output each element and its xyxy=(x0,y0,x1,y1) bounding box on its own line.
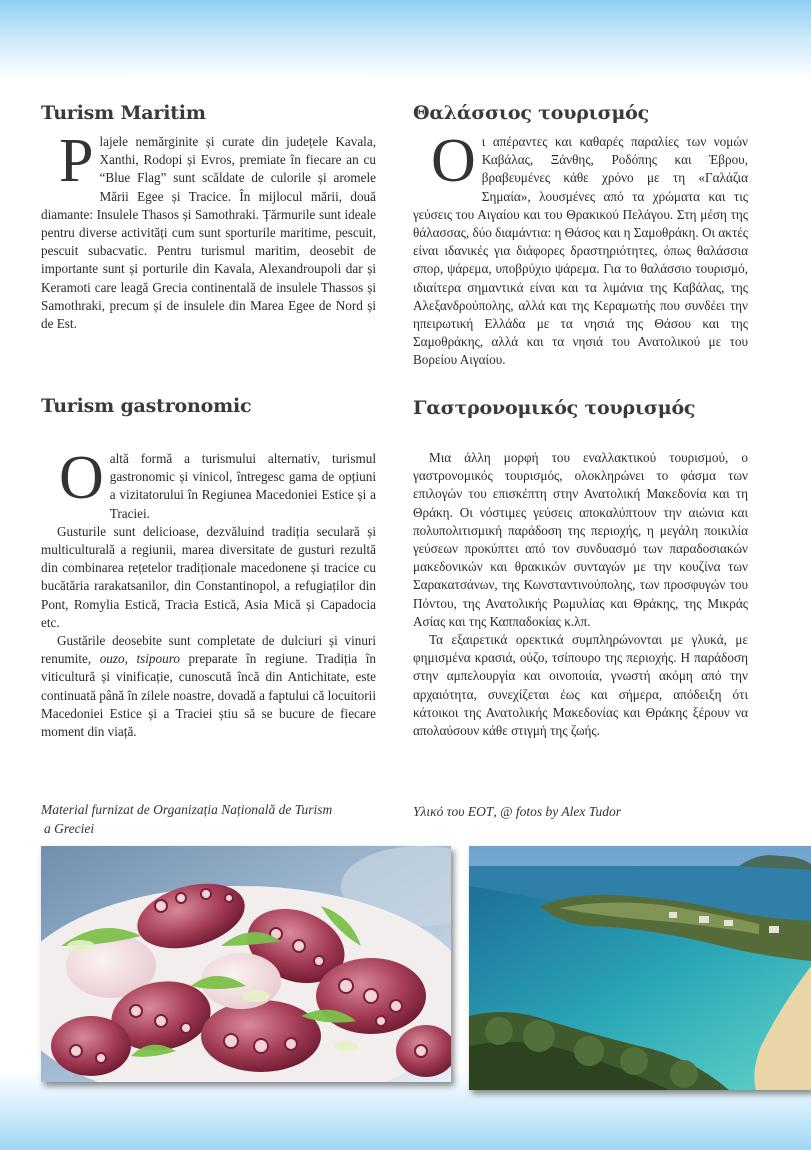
left-gastronomic-body xyxy=(41,444,376,741)
left-caption-line-1: Material furnizat de Organizația Națională de Turism xyxy=(41,802,333,817)
left-gastronomic-dropcap: O xyxy=(59,444,104,512)
left-caption-line-2: a Greciei xyxy=(44,821,95,836)
left-maritime-title: Turism Maritim xyxy=(41,102,206,124)
left-maritime-body xyxy=(41,127,376,333)
octopus-salad-photo xyxy=(41,846,451,1082)
left-section-maritime xyxy=(41,102,376,333)
ouzo-italic: ouzo xyxy=(99,651,125,667)
right-gastronomic-paragraph-2: Τα εξαιρετικά ορεκτικά συμπληρώνονται με γλυκά, με φημισμένα κρασιά, ούζο, τσίπουρο της περιοχής. Η παράδοση στην αμπελουργία και οινοποιία, γνωστή ακόμη από την αρχαιότητα, συνεχίζεται έως και σήμερα, απόδειξη ότι κάτοικοι της Ανατολικής Μακεδονίας και Θράκης ξέρουν να απολαύσουν κάθε στιγμή της ζωής. xyxy=(413,632,748,739)
left-gastronomic-paragraph-1: altă formă a turismului alternativ, turismul gastronomic și vinicol, întregesc gama de opțiuni a vizitatorului în Regiunea Macedoniei Estice și a Traciei. xyxy=(109,451,376,521)
right-maritime-body xyxy=(413,127,748,370)
coastal-bay-photo xyxy=(469,846,811,1090)
octopus-salad-illustration xyxy=(41,846,451,1082)
left-caption xyxy=(41,800,376,838)
coastal-bay-illustration xyxy=(469,846,811,1090)
right-maritime-title: Θαλάσσιος τουρισμός xyxy=(413,102,650,124)
top-gradient-band xyxy=(0,0,811,80)
right-maritime-paragraph: ι απέραντες και καθαρές παραλίες των νομών Καβάλας, Ξάνθης, Ροδόπης και Έβρου, βραβευμένες κάθε χρόνο με τη «Γαλάζια Σημαία», λουσμένες από τα χρώματα και τις γεύσεις του Αιγαίου και του Θρακικού Πελάγου. Στη μέση της θάλασσας, δύο διαμάντια: η Θάσος και η Σαμοθράκη. Οι ακτές είναι ιδανικές για διάφορες δραστηριότητες, όπως θαλάσσια σπορ, ψάρεμα, υποβρύχιο ψάρεμα. Για το θαλάσσιο τουρισμό, ιδιαίτερα σημαντικά είναι και τα λιμάνια της Καβάλας, της Αλεξανδρούπολης, αλλά και της Κεραμωτής που συνδέει την ηπειρωτική Ελλάδα με τα νησιά της Θάσου και της Σαμοθράκης, αλλά και τα νησιά του Ανατολικού με του Βορείου Αιγαίου. xyxy=(413,134,748,368)
right-section-gastronomic xyxy=(413,397,748,740)
right-caption: Υλικό του ΕΟΤ, @ fotos by Alex Tudor xyxy=(413,804,622,819)
right-gastronomic-paragraph-1: Μια άλλη μορφή του εναλλακτικού τουρισμού, ο γαστρονομικός τουρισμός, ολοκληρώνει το φάσμα των επιλογών του επισκέπτη στην Ανατολική Μακεδονία και τη Θράκη. Οι νόστιμες γεύσεις αποκαλύπτουν την αιώνια και πολυπολιτισμική παράδοση της περιοχής, η μεγάλη ποικιλία γεύσεων προκύπτει από τον συνδυασμό των παραδοσιακών μακεδονικών και θρακικών συνταγών με την κουζίνα των Σαρακατσάνων, της Κωνσταντινούπολης, των προσφυγών του Πόντου, της Ανατολικής Ρωμυλίας και Θράκης, της Μικράς Ασίας και της Καππαδοκίας κ.λπ. xyxy=(413,450,748,629)
left-gastronomic-paragraph-2: Gusturile sunt delicioase, dezvăluind tradiția seculară și multiculturală a regiunii, marea diversitate de gusturi rezultă din combinarea rețetelor tradiționale macedonene și tracice cu bucătăria rarakatsanilor, din Constantinopol, a refugiaților din Pont, Romylia Estică, Tracia Estică, Asia Mică și Capadocia etc. xyxy=(41,523,376,630)
left-gastronomic-paragraph-3: Gustările deosebite sunt completate de dulciuri și vinuri renumite, ouzo, tsipouro preparate în regiune. Tradiția în viticultură și vinificație, cunoscută încă din Antichitate, este continuată până în zilele noastre, dovadă a faptului că locuitorii Macedoniei Estice și a Traciei știu să se bucure de fiecare moment din viață. xyxy=(41,633,376,740)
left-gastronomic-title: Turism gastronomic xyxy=(41,395,252,417)
left-section-gastronomic xyxy=(41,395,376,741)
right-maritime-dropcap: Ο xyxy=(431,127,476,195)
left-maritime-dropcap: P xyxy=(59,127,94,195)
right-section-maritime xyxy=(413,102,748,370)
left-maritime-paragraph: lajele nemărginite și curate din județele Kavala, Xanthi, Rodopi și Evros, premiate în fiecare an cu “Blue Flag” sunt scăldate de culorile și aromele Mării Egee și Tracice. În mijlocul mării, două diamante: Insulele Thasos și Samothraki. Țărmurile sunt ideale pentru diverse activități cum sunt sporturile maritime, pescuit, pescuit subacvatic. Pentru turismul maritim, deosebit de importante sunt și porturile din Kavala, Alexandroupoli dar și Keramoti care leagă Grecia continentală de insulele Thassos și Samothraki, precum și de insulele din Marea Egee de Nord și de Est. xyxy=(41,134,376,332)
right-gastronomic-body xyxy=(413,449,748,740)
right-gastronomic-title: Γαστρονομικός τουρισμός xyxy=(413,397,696,419)
tsipouro-italic: tsipouro xyxy=(136,651,180,667)
